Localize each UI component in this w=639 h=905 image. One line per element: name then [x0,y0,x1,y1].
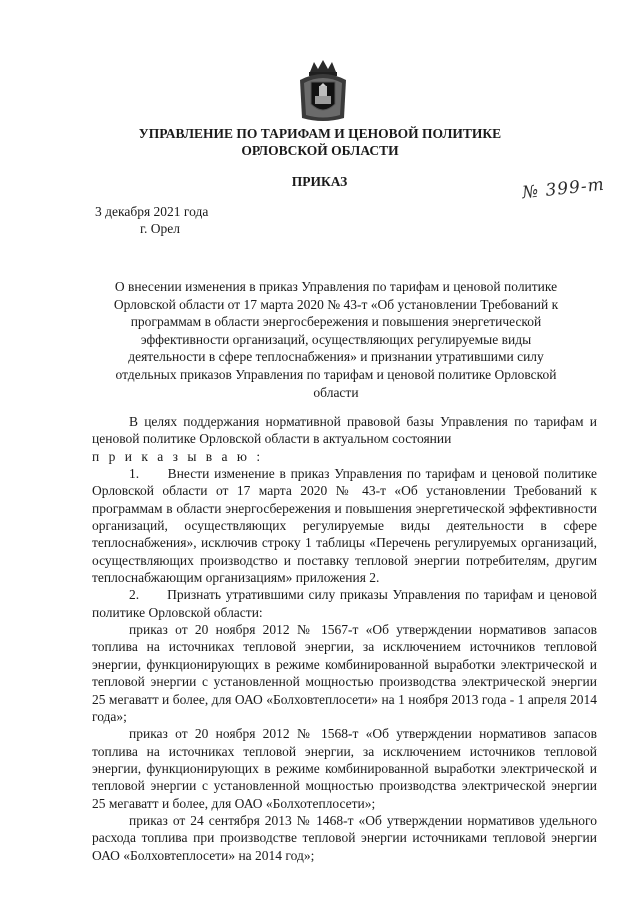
order-city: г. Орел [140,221,180,236]
coat-of-arms-icon [298,58,348,124]
order-body [92,413,597,864]
intro-paragraph: В целях поддержания нормативной правовой базы Управления по тарифам и ценовой политике Орловской области в актуальном состоянии [92,414,597,447]
repealed-order-paragraph: приказ от 24 сентября 2013 № 1468-т «Об утверждении нормативов удельного расхода топлива при производстве тепловой энергии источниками тепловой энергии ОАО «Болховтеплосети» на 2014 год»; [92,812,597,863]
order-date: 3 декабря 2021 года [95,204,209,219]
subject-line: Орловской области от 17 марта 2020 № 43-т «Об установлении Требований к [113,296,559,312]
repealed-order-paragraph: приказ от 20 ноября 2012 № 1568-т «Об утверждении нормативов запасов топлива на источниках тепловой энергии, за исключением источников тепловой энергии, функционирующих в режиме комбинированной выработки электрической и тепловой энергии с установленной мощностью производства электрической энергии 25 мегаватт и более, для ОАО «Болхотеплосети»; [92,726,597,811]
subject-line: программам в области энергосбережения и повышения энергетической [130,314,542,330]
organization-title-line1: УПРАВЛЕНИЕ ПО ТАРИФАМ И ЦЕНОВОЙ ПОЛИТИКЕ [138,126,502,141]
item-1-paragraph: 1. Внести изменение в приказ Управления по тарифам и ценовой политике Орловской области от 17 марта 2020 № 43-т «Об установлении Требований к программам в области энергосбережения и повышения энергетической эффективности организаций, осуществляющих регулируемые виды деятельности в сфере теплоснабжения», исключив строку 1 таблицы «Перечень регулируемых организаций, осуществляющих производство и поставку тепловой энергии потребителям, другим теплоснабжающим организациям» приложения 2. [92,466,597,586]
prikazyvayu-text: п р и к а з ы в а ю : [92,448,264,464]
subject-line: деятельности в сфере теплоснабжения» и признании утратившими силу [128,349,544,365]
organization-title-line2: ОРЛОВСКОЙ ОБЛАСТИ [241,143,399,158]
subject-line: отдельных приказов Управления по тарифам и ценовой политике Орловской [115,366,557,382]
repealed-order-paragraph: приказ от 20 ноября 2012 № 1567-т «Об утверждении нормативов запасов топлива на источниках тепловой энергии, за исключением источников тепловой энергии, функционирующих в режиме комбинированной выработки электрической и тепловой энергии с установленной мощностью производства электрической энергии 25 мегаватт и более, для ОАО «Болховтеплосети» на 1 ноября 2013 года - 1 апреля 2014 года»; [92,622,597,724]
order-title: ПРИКАЗ [291,174,348,189]
item-2-paragraph: 2. Признать утратившими силу приказы Управления по тарифам и ценовой политике Орловской области: [92,587,597,620]
order-number: № 399-т [521,174,606,204]
subject-line: области [313,384,359,400]
organization-title [90,125,550,159]
subject-line: О внесении изменения в приказ Управления по тарифам и ценовой политике [114,279,558,294]
order-subject [80,278,592,401]
subject-line: эффективности организаций, осуществляющих регулируемые виды [140,331,532,347]
